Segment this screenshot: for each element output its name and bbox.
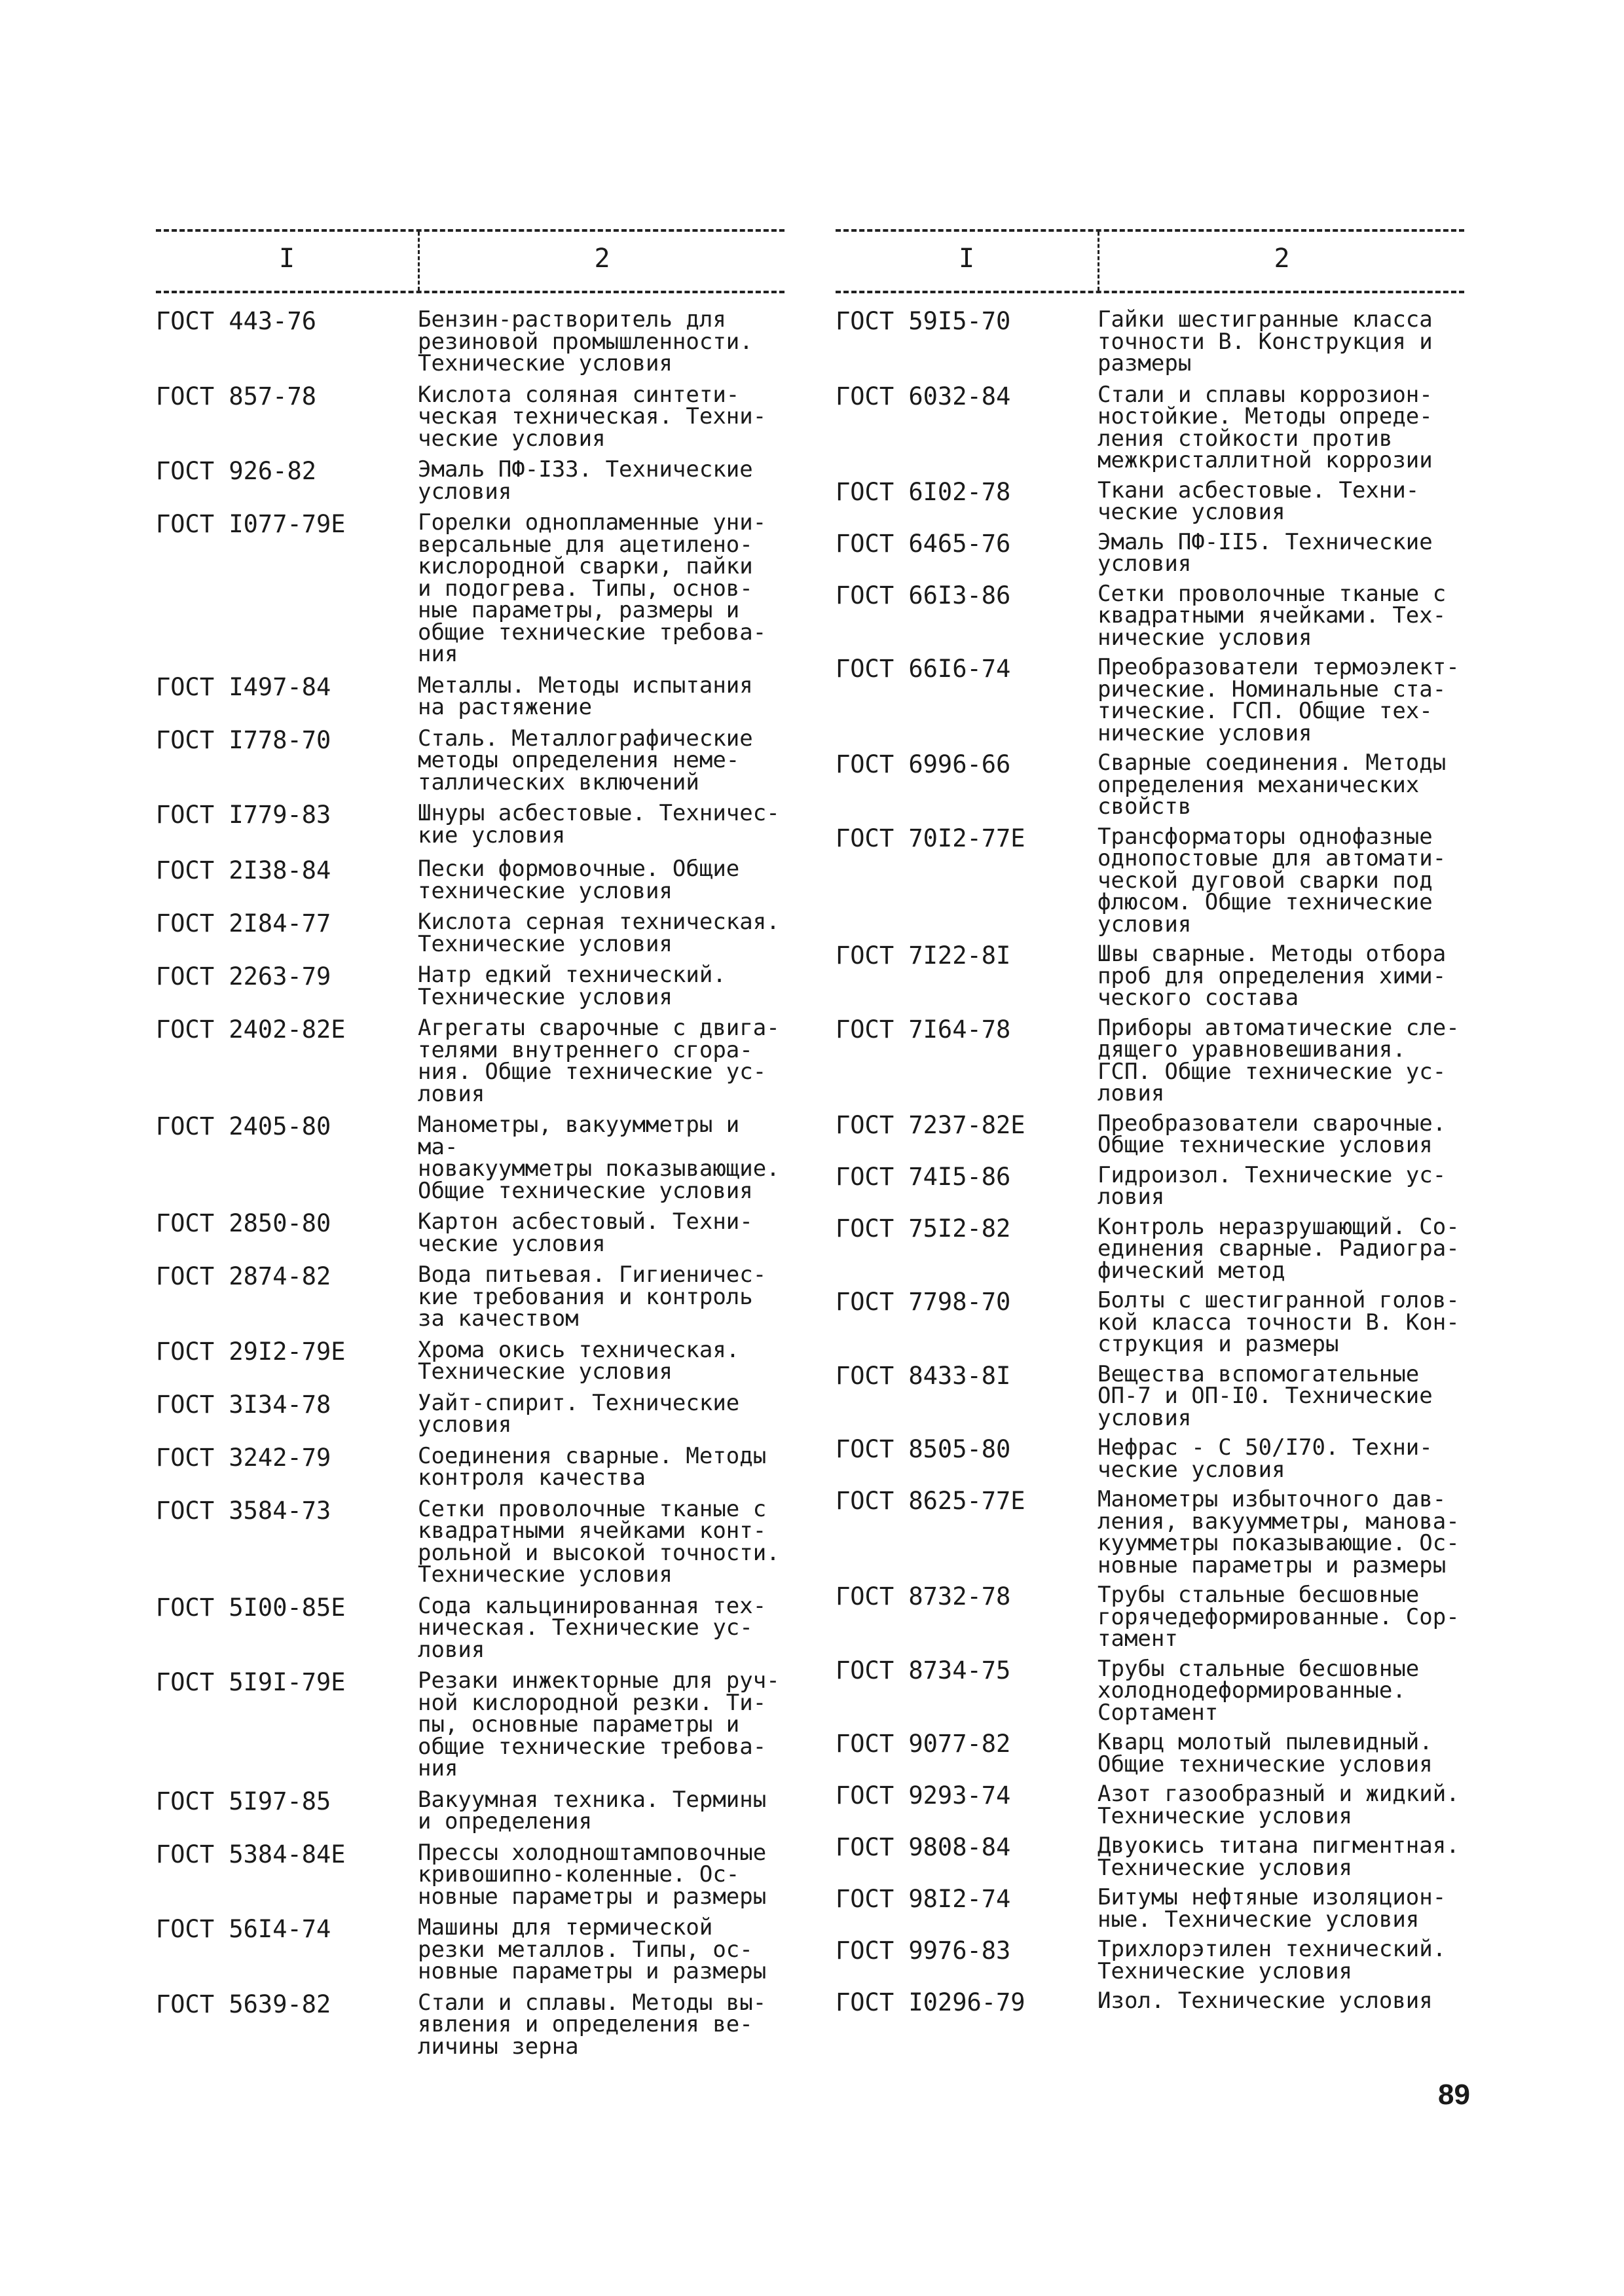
standard-code: ГОСТ 2405-80 — [156, 1112, 331, 1140]
standard-title: Эмаль ПФ-II5. Технические условия — [1098, 528, 1433, 577]
table-row — [836, 1287, 1464, 1357]
standard-code: ГОСТ 8732-78 — [836, 1582, 1011, 1611]
right-header-col-2: 2 — [1274, 244, 1290, 274]
table-row — [156, 1389, 784, 1438]
standard-code: ГОСТ 9808-84 — [836, 1833, 1011, 1861]
table-row — [836, 1110, 1464, 1158]
standard-title: Трихлорэтилен технический. Технические условия — [1098, 1936, 1447, 1984]
right-table-header — [836, 229, 1464, 293]
table-row — [836, 823, 1464, 938]
table-row — [156, 911, 784, 955]
table-row — [156, 509, 784, 667]
standard-title: Контроль неразрушающий. Со- единения сварные. Радиогра- фический метод — [1098, 1213, 1460, 1284]
standard-code: ГОСТ 29I2-79Е — [156, 1337, 346, 1366]
standard-title: Трубы стальные бесшовные холоднодеформированные. Сортамент — [1098, 1655, 1420, 1726]
standard-title: Резаки инжекторные для руч- ной кислородной резки. Ти- пы, основные параметры и общие технические требова- ния — [418, 1667, 780, 1781]
table-row — [836, 1990, 1464, 2014]
table-row — [836, 1434, 1464, 1483]
table-row — [156, 1442, 784, 1491]
standard-title: Трубы стальные бесшовные горячедеформированные. Сор- тамент — [1098, 1582, 1460, 1652]
standard-title: Хрома окись техническая. Технические условия — [418, 1336, 740, 1385]
table-row — [836, 381, 1464, 473]
standard-title: Приборы автоматические сле- дящего уравновешивания. ГСП. Общие технические ус- ловия — [1098, 1014, 1460, 1106]
standard-title: Болты с шестигранной голов- кой класса точности В. Кон- струкция и размеры — [1098, 1287, 1460, 1357]
table-row — [156, 381, 784, 452]
left-table-rows — [156, 306, 784, 2060]
standard-title: Сетки проволочные тканые с квадратными ячейками конт- рольной и высокой точности. Технические условия — [418, 1495, 780, 1588]
table-row — [156, 1786, 784, 1834]
table-row — [156, 1211, 784, 1255]
table-row — [836, 477, 1464, 525]
table-row — [836, 1655, 1464, 1726]
left-header-col-1: I — [156, 232, 420, 291]
standard-code: ГОСТ 2402-82Е — [156, 1015, 346, 1044]
standard-code: ГОСТ 9077-82 — [836, 1730, 1011, 1758]
standard-title: Стали и сплавы коррозион- ностойкие. Методы опреде- ления стойкости против межкристаллитной коррозии — [1098, 381, 1433, 473]
standard-code: ГОСТ 443-76 — [156, 307, 317, 335]
standard-code: ГОСТ 6032-84 — [836, 382, 1011, 410]
standard-code: ГОСТ 5I97-85 — [156, 1787, 331, 1815]
page-number: 89 — [1438, 2079, 1470, 2111]
table-row — [156, 1839, 784, 1910]
table-row — [156, 725, 784, 795]
standard-code: ГОСТ I0296-79 — [836, 1988, 1025, 2016]
standard-title: Битумы нефтяные изоляцион- ные. Технические условия — [1098, 1884, 1447, 1933]
standard-code: ГОСТ 7798-70 — [836, 1288, 1011, 1316]
standard-title: Гайки шестигранные класса точности В. Конструкция и размеры — [1098, 306, 1433, 376]
standard-title: Ткани асбестовые. Техни- ческие условия — [1098, 477, 1420, 525]
standard-title: Натр едкий технический. Технические условия — [418, 962, 726, 1010]
table-row — [836, 943, 1464, 1010]
standard-code: ГОСТ 3584-73 — [156, 1496, 331, 1525]
standard-code: ГОСТ 857-78 — [156, 382, 317, 410]
standard-code: ГОСТ 75I2-82 — [836, 1214, 1011, 1243]
standard-title: Бензин-растворитель для резиновой промышленности. Технические условия — [418, 306, 753, 376]
standard-title: Сварные соединения. Методы определения механических свойств — [1098, 750, 1447, 820]
standard-title: Манометры избыточного дав- ления, вакуумметры, манова- куумметры показывающие. Ос- новные параметры и размеры — [1098, 1486, 1460, 1578]
standard-code: ГОСТ 5I00-85Е — [156, 1593, 346, 1622]
standard-code: ГОСТ 2874-82 — [156, 1262, 331, 1290]
table-row — [836, 1783, 1464, 1827]
table-row — [156, 672, 784, 720]
standard-title: Кислота серная техническая. Технические условия — [418, 909, 780, 957]
standard-code: ГОСТ 926-82 — [156, 457, 317, 485]
standard-code: ГОСТ 98I2-74 — [836, 1885, 1011, 1913]
table-row — [836, 1360, 1464, 1431]
standard-code: ГОСТ 8505-80 — [836, 1435, 1011, 1463]
table-row — [156, 1114, 784, 1202]
left-table-header — [156, 229, 784, 293]
table-row — [836, 1213, 1464, 1284]
standard-title: Кислота соляная синтети- ческая техническая. Техни- ческие условия — [418, 381, 767, 452]
standard-code: ГОСТ 9293-74 — [836, 1781, 1011, 1810]
table-row — [156, 800, 784, 848]
standard-title: Вещества вспомогательные ОП-7 и ОП-I0. Технические условия — [1098, 1360, 1433, 1431]
standard-code: ГОСТ 2850-80 — [156, 1209, 331, 1237]
table-row — [836, 528, 1464, 577]
right-table-rows — [836, 306, 1464, 2016]
table-row — [156, 1592, 784, 1663]
standard-title: Агрегаты сварочные с двига- телями внутреннего сгора- ния. Общие технические ус- ловия — [418, 1015, 780, 1107]
standard-title: Эмаль ПФ-I33. Технические условия — [418, 456, 753, 505]
table-row — [836, 1486, 1464, 1578]
standard-code: ГОСТ 66I3-86 — [836, 581, 1011, 610]
table-row — [836, 1832, 1464, 1881]
table-row — [156, 1336, 784, 1385]
standard-title: Изол. Технические условия — [1098, 1988, 1433, 2014]
standard-code: ГОСТ 8625-77Е — [836, 1487, 1025, 1515]
standard-title: Вакуумная техника. Термины и определения — [418, 1786, 767, 1834]
standard-title: Горелки однопламенные уни- версальные для ацетилено- кислородной сварки, пайки и подогрева. Типы, основ- ные параметры, размеры и общие технические требова- ния — [418, 509, 767, 667]
standard-code: ГОСТ 2I38-84 — [156, 856, 331, 884]
standard-title: Нефрас - С 50/I70. Техни- ческие условия — [1098, 1434, 1433, 1483]
table-row — [156, 1264, 784, 1330]
table-row — [156, 1667, 784, 1781]
standard-title: Кварц молотый пылевидный. Общие технические условия — [1098, 1729, 1433, 1777]
table-row — [836, 1584, 1464, 1650]
table-row — [836, 306, 1464, 376]
standard-title: Прессы холодноштамповочные кривошипно-коленные. Ос- новные параметры и размеры — [418, 1839, 767, 1910]
standard-code: ГОСТ I779-83 — [156, 801, 331, 829]
table-row — [156, 1017, 784, 1105]
standard-title: Пески формовочные. Общие технические условия — [418, 856, 740, 904]
standard-title: Швы сварные. Методы отбора проб для определения хими- ческого состава — [1098, 941, 1447, 1011]
standard-code: ГОСТ 6I02-78 — [836, 477, 1011, 506]
standard-title: Двуокись титана пигментная. Технические условия — [1098, 1832, 1460, 1881]
standard-code: ГОСТ 7I64-78 — [836, 1015, 1011, 1044]
table-row — [836, 1161, 1464, 1210]
table-row — [836, 1729, 1464, 1777]
table-row — [156, 456, 784, 505]
left-header-col-2: 2 — [594, 244, 610, 274]
standard-title: Азот газообразный и жидкий. Технические условия — [1098, 1781, 1460, 1829]
standard-code: ГОСТ 2I84-77 — [156, 909, 331, 938]
table-row — [156, 1495, 784, 1588]
standard-code: ГОСТ 8734-75 — [836, 1656, 1011, 1685]
standard-title: Стали и сплавы. Методы вы- явления и определения ве- личины зерна — [418, 1989, 767, 2060]
standard-title: Сетки проволочные тканые с квадратными ячейками. Тех- нические условия — [1098, 580, 1447, 651]
table-row — [836, 752, 1464, 818]
standard-code: ГОСТ 70I2-77Е — [836, 824, 1025, 852]
table-row — [836, 580, 1464, 651]
standard-title: Манометры, вакуумметры и ма- новакуумметры показывающие. Общие технические условия — [418, 1112, 780, 1204]
standard-code: ГОСТ 56I4-74 — [156, 1915, 331, 1943]
standard-title: Шнуры асбестовые. Техничес- кие условия — [418, 800, 780, 848]
table-row — [836, 1884, 1464, 1933]
standard-code: ГОСТ 6465-76 — [836, 529, 1011, 558]
table-row — [156, 858, 784, 902]
standard-code: ГОСТ 2263-79 — [156, 962, 331, 991]
table-row — [156, 1989, 784, 2060]
standard-title: Соединения сварные. Методы контроля качества — [418, 1442, 767, 1491]
standard-code: ГОСТ 7I22-8I — [836, 941, 1011, 970]
standard-code: ГОСТ 59I5-70 — [836, 307, 1011, 335]
standard-code: ГОСТ 3242-79 — [156, 1443, 331, 1472]
standard-code: ГОСТ 5I9I-79Е — [156, 1668, 346, 1696]
left-standards-table — [156, 229, 784, 2058]
standard-code: ГОСТ 3I34-78 — [156, 1390, 331, 1419]
standard-code: ГОСТ 9976-83 — [836, 1937, 1011, 1965]
standard-title: Машины для термической резки металлов. Типы, ос- новные параметры и размеры — [418, 1914, 767, 1984]
standard-code: ГОСТ 5384-84Е — [156, 1840, 346, 1868]
standard-title: Металлы. Методы испытания на растяжение — [418, 672, 753, 720]
standard-code: ГОСТ 74I5-86 — [836, 1162, 1011, 1191]
standard-code: ГОСТ 66I6-74 — [836, 655, 1011, 683]
standard-code: ГОСТ 8433-8I — [836, 1361, 1011, 1390]
standard-title: Преобразователи термоэлект- рические. Номинальные ста- тические. ГСП. Общие тех- нические условия — [1098, 654, 1460, 746]
standard-title: Сода кальцинированная тех- ническая. Технические ус- ловия — [418, 1592, 767, 1663]
standard-code: ГОСТ I077-79Е — [156, 510, 346, 538]
standard-title: Картон асбестовый. Техни- ческие условия — [418, 1209, 753, 1257]
standard-code: ГОСТ 5639-82 — [156, 1990, 331, 2018]
table-row — [836, 654, 1464, 746]
table-row — [156, 1914, 784, 1984]
table-row — [836, 1936, 1464, 1984]
table-row — [156, 306, 784, 376]
standard-title: Преобразователи сварочные. Общие технические условия — [1098, 1110, 1447, 1158]
table-row — [156, 964, 784, 1008]
standard-title: Сталь. Металлографические методы определения неме- таллических включений — [418, 725, 753, 795]
standard-code: ГОСТ 6996-66 — [836, 750, 1011, 778]
standard-title: Уайт-спирит. Технические условия — [418, 1389, 740, 1438]
standard-code: ГОСТ 7237-82Е — [836, 1110, 1025, 1139]
standard-title: Вода питьевая. Гигиеничес- кие требования и контроль за качеством — [418, 1262, 767, 1332]
standard-code: ГОСТ I778-70 — [156, 725, 331, 754]
right-header-col-1: I — [836, 232, 1099, 291]
standard-title: Трансформаторы однофазные однопостовые для автомати- ческой дуговой сварки под флюсом. Общие технические условия — [1098, 823, 1447, 938]
right-standards-table — [836, 229, 1464, 2014]
standard-code: ГОСТ I497-84 — [156, 672, 331, 701]
standard-title: Гидроизол. Технические ус- ловия — [1098, 1161, 1447, 1210]
table-row — [836, 1014, 1464, 1106]
